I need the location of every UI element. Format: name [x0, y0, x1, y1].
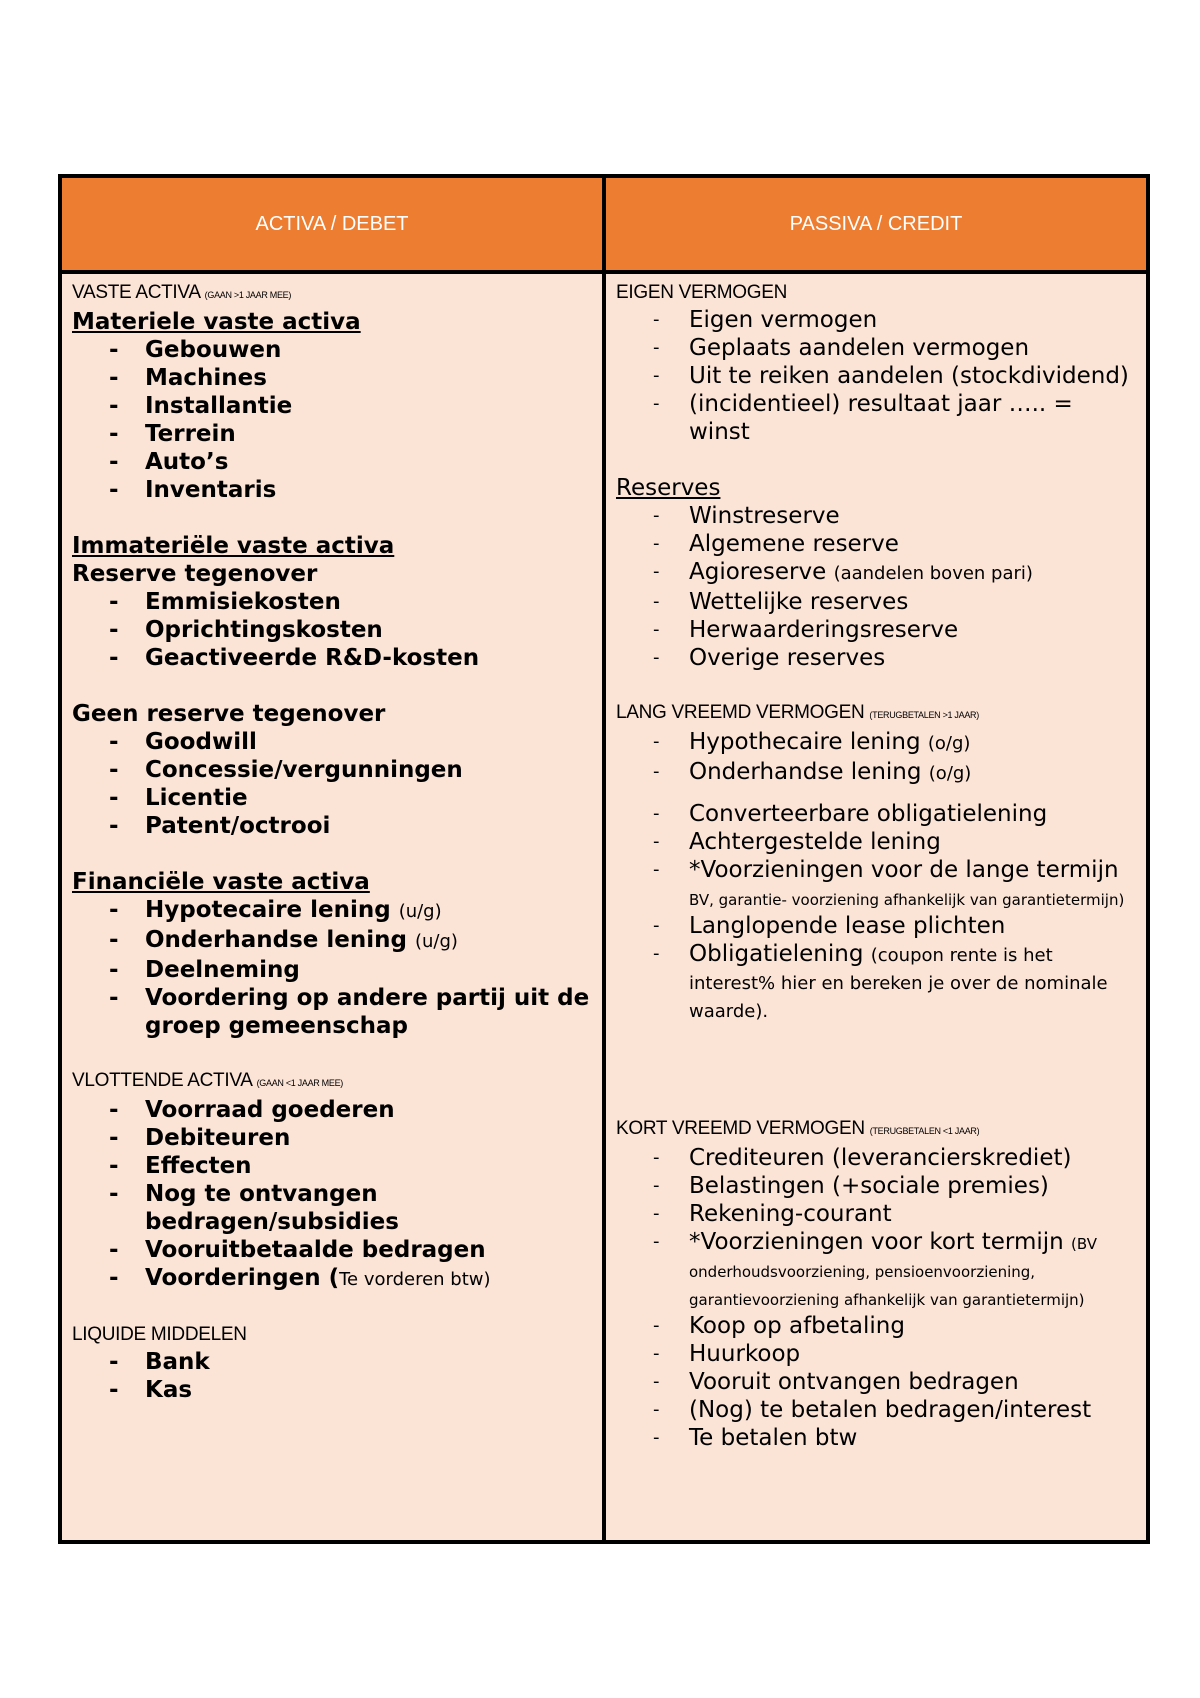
header-row: [62, 178, 1146, 274]
list-item: - Belastingen (+sociale premies): [653, 1173, 1049, 1199]
activa-header: ACTIVA / DEBET: [62, 178, 606, 270]
list-item: - Bank: [109, 1349, 210, 1375]
list-item: - Converteerbare obligatielening: [653, 801, 1048, 827]
reserves-list: [616, 502, 1136, 672]
list-item: - Oprichtingskosten: [109, 617, 383, 643]
list-item: - Installantie: [109, 393, 293, 419]
passiva-column: [606, 274, 1146, 1540]
list-item: - Crediteuren (leverancierskrediet): [653, 1145, 1072, 1171]
vaste-activa-title: VASTE ACTIVA (GAAN >1 JAAR MEE): [72, 282, 292, 303]
list-item: - Gebouwen: [109, 337, 282, 363]
body-row: [62, 274, 1146, 1540]
kort-vreemd-title: KORT VREEMD VERMOGEN (TERUGBETALEN <1 JAAR): [616, 1118, 980, 1139]
list-item: - Obligatielening (coupon rente is het interest% hier en bereken je over de nominale waarde).: [653, 941, 1108, 1022]
materiele-title: Materiele vaste activa: [72, 309, 361, 335]
list-item: - (incidentieel) resultaat jaar ….. = winst: [653, 391, 1073, 445]
list-item: - Voorderingen (Te vorderen btw): [109, 1265, 491, 1291]
list-item: - Te betalen btw: [653, 1425, 858, 1451]
list-item: - Eigen vermogen: [653, 307, 878, 333]
geen-reserve-list: [72, 728, 592, 840]
list-item: - Terrein: [109, 421, 236, 447]
list-item: - Winstreserve: [653, 503, 840, 529]
list-item: - Hypotecaire lening (u/g): [109, 897, 442, 923]
list-item: - Geplaats aandelen vermogen: [653, 335, 1030, 361]
list-item: - Kas: [109, 1377, 193, 1403]
list-item: - Vooruitbetaalde bedragen: [109, 1237, 486, 1263]
reserves-title: Reserves: [616, 475, 721, 501]
liquide-list: [72, 1348, 592, 1404]
materiele-list: [72, 336, 592, 504]
activa-column: [62, 274, 606, 1540]
list-item: - Licentie: [109, 785, 248, 811]
list-item: - Vooruit ontvangen bedragen: [653, 1369, 1019, 1395]
list-item: - Achtergestelde lening: [653, 829, 941, 855]
list-item: - Huurkoop: [653, 1341, 801, 1367]
liquide-title: LIQUIDE MIDDELEN: [72, 1324, 247, 1345]
list-item: - Koop op afbetaling: [653, 1313, 905, 1339]
list-item: - Agioreserve (aandelen boven pari): [653, 559, 1033, 585]
list-item: - *Voorzieningen voor de lange termijn BV, garantie- voorziening afhankelijk van garantietermijn): [653, 857, 1125, 909]
list-item: - Deelneming: [109, 957, 300, 983]
list-item: - Algemene reserve: [653, 531, 899, 557]
list-item: - Onderhandse lening (o/g): [653, 759, 972, 785]
list-item: - Wettelijke reserves: [653, 589, 909, 615]
financiele-list: [72, 896, 592, 1040]
vlottende-list: [72, 1096, 592, 1294]
list-item: - *Voorzieningen voor kort termijn (BV onderhoudsvoorziening, pensioenvoorziening, garantievoorziening afhankelijk van garantietermijn): [653, 1229, 1097, 1309]
list-item: - Emmisiekosten: [109, 589, 341, 615]
reserve-tegenover-title: Reserve tegenover: [72, 561, 318, 587]
list-item: - (Nog) te betalen bedragen/interest: [653, 1397, 1092, 1423]
financiele-title: Financiële vaste activa: [72, 869, 370, 895]
list-item: - Overige reserves: [653, 645, 886, 671]
lang-list: [616, 728, 1136, 1024]
list-item: - Uit te reiken aandelen (stockdividend): [653, 363, 1129, 389]
list-item: - Effecten: [109, 1153, 252, 1179]
kort-list: [616, 1144, 1136, 1452]
list-item: - Geactiveerde R&D-kosten: [109, 645, 480, 671]
list-item: - Concessie/vergunningen: [109, 757, 463, 783]
passiva-header: PASSIVA / CREDIT: [606, 178, 1146, 270]
immateriele-title: Immateriële vaste activa: [72, 533, 395, 559]
list-item: - Machines: [109, 365, 267, 391]
list-item: - Goodwill: [109, 729, 257, 755]
list-item: - Debiteuren: [109, 1125, 291, 1151]
reserve-list: [72, 588, 592, 672]
list-item: - Herwaarderingsreserve: [653, 617, 959, 643]
list-item: - Langlopende lease plichten: [653, 913, 1006, 939]
eigen-vermogen-title: EIGEN VERMOGEN: [616, 282, 788, 303]
lang-vreemd-title: LANG VREEMD VERMOGEN (TERUGBETALEN >1 JAAR): [616, 702, 979, 723]
list-item: - Hypothecaire lening (o/g): [653, 729, 971, 755]
list-item: - Rekening-courant: [653, 1201, 892, 1227]
eigen-list: [616, 306, 1136, 446]
list-item: - Inventaris: [109, 477, 277, 503]
list-item: - Patent/octrooi: [109, 813, 331, 839]
list-item: - Onderhandse lening (u/g): [109, 927, 458, 953]
list-item: - Auto’s: [109, 449, 229, 475]
list-item: - Voordering op andere partij uit de groep gemeenschap: [109, 985, 590, 1039]
balance-table: [58, 174, 1150, 1544]
geen-reserve-title: Geen reserve tegenover: [72, 701, 386, 727]
vlottende-activa-title: VLOTTENDE ACTIVA (GAAN <1 JAAR MEE): [72, 1070, 343, 1091]
list-item: - Nog te ontvangen bedragen/subsidies: [109, 1181, 399, 1235]
list-item: - Voorraad goederen: [109, 1097, 395, 1123]
